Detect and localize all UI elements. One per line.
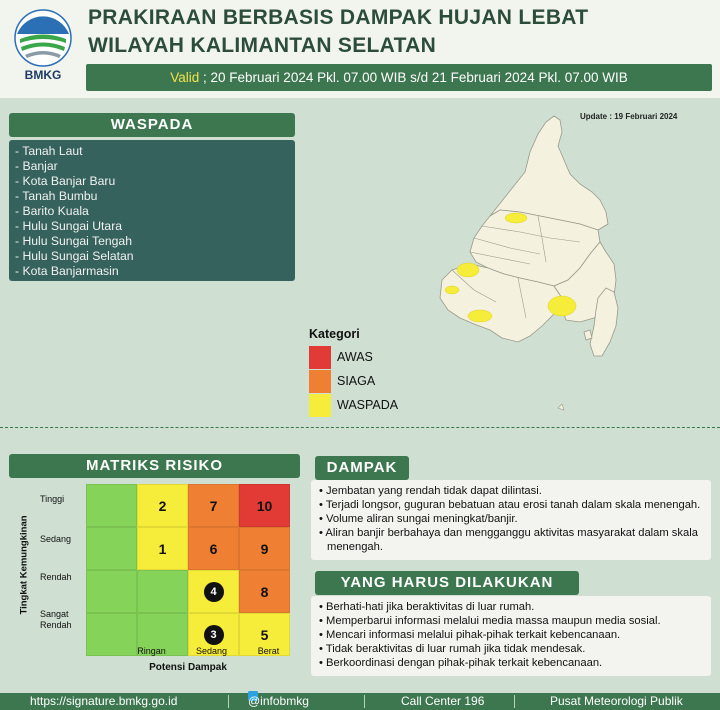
- matrix-cell: [86, 570, 137, 613]
- legend-label-awas: AWAS: [337, 350, 373, 364]
- matrix-row-label: Tinggi: [40, 494, 65, 504]
- logo-text: BMKG: [24, 68, 62, 82]
- region-item: - Kota Banjarmasin: [15, 264, 119, 278]
- harus-item: • Memperbarui informasi melalui media massa maupun media sosial.: [319, 615, 661, 627]
- matrix-cell: [137, 484, 188, 527]
- matrix-cell: [188, 484, 239, 527]
- header: [0, 0, 720, 98]
- footer-social-handle: @infobmkg: [248, 694, 309, 708]
- matrix-cell: [86, 527, 137, 570]
- waspada-area-1: [505, 213, 527, 223]
- map-islet: [558, 404, 564, 410]
- footer: [0, 693, 720, 710]
- matrix-cell-value: 2: [158, 498, 167, 514]
- legend-label-waspada: WASPADA: [337, 398, 399, 412]
- matrix-cell-value: 10: [256, 498, 273, 514]
- dampak-list: [311, 480, 711, 560]
- harus-heading: YANG HARUS DILAKUKAN: [315, 571, 579, 595]
- harus-list: [311, 596, 711, 676]
- harus-item: • Berkoordinasi dengan pihak-pihak terkait kebencanaan.: [319, 657, 603, 669]
- footer-call-center: Call Center 196: [401, 694, 485, 708]
- region-item: - Hulu Sungai Tengah: [15, 234, 132, 248]
- matrix-row-label: Sedang: [40, 534, 72, 544]
- matrix-cell: [239, 527, 290, 570]
- validity-bar: [86, 64, 712, 91]
- waspada-area-2: [457, 263, 479, 277]
- dampak-heading: DAMPAK: [315, 456, 409, 480]
- valid-period: ; 20 Februari 2024 Pkl. 07.00 WIB s/d 21 Februari 2024 Pkl. 07.00 WIB: [199, 70, 628, 85]
- legend-swatch-siaga: [309, 370, 331, 393]
- footer-website-link[interactable]: https://signature.bmkg.go.id: [30, 694, 178, 708]
- region-item: - Banjar: [15, 159, 58, 173]
- waspada-heading: WASPADA: [9, 113, 295, 137]
- legend-item-siaga: [309, 370, 429, 393]
- harus-item: • Tidak beraktivitas di luar rumah jika tidak mendesak.: [319, 643, 586, 655]
- matrix-cell: [137, 527, 188, 570]
- matrix-cell: [137, 570, 188, 613]
- matrix-cell: [86, 484, 137, 527]
- matrix-heading: MATRIKS RISIKO: [9, 454, 300, 478]
- page-title: [88, 4, 588, 60]
- region-list: [9, 140, 295, 281]
- province-map: [430, 112, 650, 422]
- matrix-row-label: Rendah: [40, 572, 72, 582]
- legend-title: Kategori: [309, 327, 360, 341]
- legend-item-awas: [309, 346, 429, 369]
- matrix-cell-value-circled: 3: [204, 625, 224, 645]
- footer-separator: [514, 695, 515, 708]
- footer-separator: [228, 695, 229, 708]
- update-text: Update : 19 Februari 2024: [580, 112, 678, 121]
- region-item: - Barito Kuala: [15, 204, 89, 218]
- footer-separator: [364, 695, 365, 708]
- matrix-cell-value: 7: [209, 498, 218, 514]
- waspada-area-3: [445, 286, 459, 294]
- matrix-cell-value: 5: [260, 627, 269, 643]
- matrix-cell-value: 1: [158, 541, 167, 557]
- bmkg-logo: [12, 8, 74, 86]
- matrix-y-axis-label: Tingkat Kemungkinan: [18, 515, 30, 615]
- legend-label-siaga: SIAGA: [337, 374, 376, 388]
- harus-item: • Berhati-hati jika beraktivitas di luar rumah.: [319, 601, 535, 613]
- matrix-row-label: Sangat Rendah: [40, 609, 72, 630]
- matrix-x-axis-label: Potensi Dampak: [149, 662, 227, 673]
- dampak-item: • Aliran banjir berbahaya dan mengganggu aktivitas masyarakat dalam skala menengah.: [319, 527, 698, 553]
- matrix-cell: [188, 527, 239, 570]
- title-line-2: WILAYAH KALIMANTAN SELATAN: [88, 34, 437, 57]
- legend-item-waspada: [309, 394, 429, 417]
- matrix-cell: [188, 570, 239, 613]
- legend-swatch-waspada: [309, 394, 331, 417]
- waspada-area-4: [468, 310, 492, 322]
- region-item: - Hulu Sungai Utara: [15, 219, 123, 233]
- matrix-col-label: Ringan: [137, 646, 166, 656]
- waspada-area-5: [548, 296, 576, 316]
- valid-label: Valid: [170, 70, 200, 85]
- footer-org: Pusat Meteorologi Publik: [550, 694, 683, 708]
- section-divider: [0, 427, 720, 428]
- matrix-cell-value: 9: [260, 541, 269, 557]
- matrix-col-label: Berat: [257, 646, 280, 656]
- region-item: - Kota Banjar Baru: [15, 174, 116, 188]
- harus-item: • Mencari informasi melalui pihak-pihak terkait kebencanaan.: [319, 629, 621, 641]
- region-item: - Hulu Sungai Selatan: [15, 249, 134, 263]
- region-item: - Tanah Laut: [15, 144, 83, 158]
- region-item: - Tanah Bumbu: [15, 189, 98, 203]
- matrix-cell: [239, 484, 290, 527]
- risk-matrix-grid: [86, 484, 290, 656]
- title-line-1: PRAKIRAAN BERBASIS DAMPAK HUJAN LEBAT: [88, 6, 589, 29]
- dampak-item: • Jembatan yang rendah tidak dapat dilintasi.: [319, 485, 542, 497]
- matrix-cell-value: 8: [260, 584, 269, 600]
- matrix-cell-value: 6: [209, 541, 218, 557]
- dampak-item: • Volume aliran sungai meningkat/banjir.: [319, 513, 518, 525]
- matrix-cell: [239, 570, 290, 613]
- matrix-cell-value-circled: 4: [204, 582, 224, 602]
- map-island-small: [584, 330, 592, 340]
- legend-swatch-awas: [309, 346, 331, 369]
- matrix-col-label: Sedang: [195, 646, 228, 656]
- dampak-item: • Terjadi longsor, guguran bebatuan atau erosi tanah dalam skala menengah.: [319, 499, 701, 511]
